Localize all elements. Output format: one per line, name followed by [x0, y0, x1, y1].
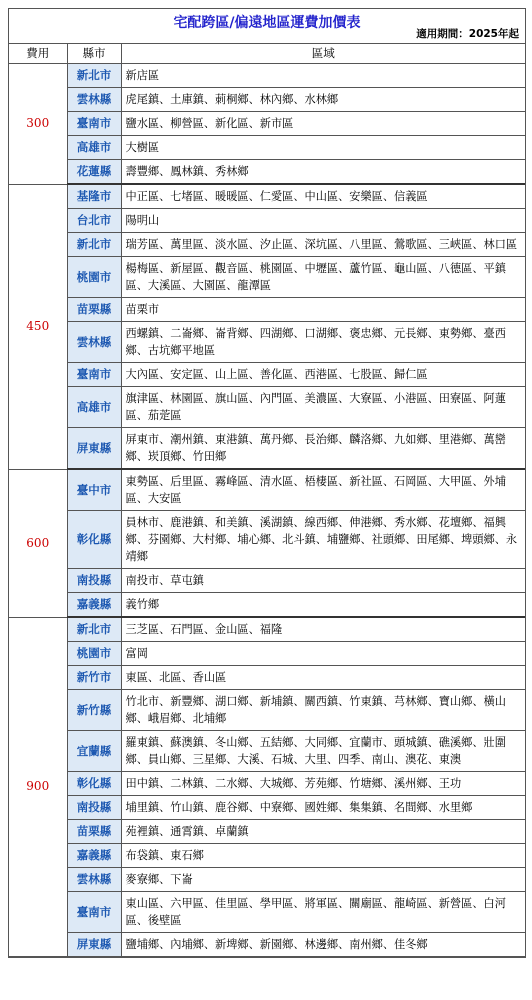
city-cell: 南投縣 [67, 796, 121, 820]
table-row [9, 511, 525, 569]
city-cell: 新竹縣 [67, 690, 121, 731]
area-cell: 苗栗市 [121, 298, 525, 322]
area-cell: 楊梅區、新屋區、觀音區、桃園區、中壢區、蘆竹區、龜山區、八德區、平鎮區、大溪區、大園區、龍潭區 [121, 257, 525, 298]
city-cell: 基隆市 [67, 184, 121, 209]
table-row [9, 569, 525, 593]
table-row [9, 868, 525, 892]
area-cell: 大樹區 [121, 136, 525, 160]
area-cell: 員林市、鹿港鎮、和美鎮、溪湖鎮、線西鄉、伸港鄉、秀水鄉、花壇鄉、福興鄉、芬園鄉、大村鄉、埔心鄉、北斗鎮、埔鹽鄉、社頭鄉、田尾鄉、埤頭鄉、永靖鄉 [121, 511, 525, 569]
table-row [9, 136, 525, 160]
area-cell: 虎尾鎮、土庫鎮、莿桐鄉、林內鄉、水林鄉 [121, 88, 525, 112]
city-cell: 雲林縣 [67, 88, 121, 112]
area-cell: 中正區、七堵區、暖暖區、仁愛區、中山區、安樂區、信義區 [121, 184, 525, 209]
city-cell: 雲林縣 [67, 868, 121, 892]
table-row [9, 257, 525, 298]
city-cell: 新北市 [67, 64, 121, 88]
table-row [9, 892, 525, 933]
area-cell: 麥寮鄉、下崙 [121, 868, 525, 892]
area-cell: 旗津區、林園區、旗山區、內門區、美濃區、大寮區、小港區、田寮區、阿蓮區、茄萣區 [121, 387, 525, 428]
city-cell: 嘉義縣 [67, 593, 121, 618]
surcharge-table [9, 44, 525, 957]
city-cell: 臺南市 [67, 363, 121, 387]
area-cell: 陽明山 [121, 209, 525, 233]
city-cell: 宜蘭縣 [67, 731, 121, 772]
area-cell: 西螺鎮、二崙鄉、崙背鄉、四湖鄉、口湖鄉、褒忠鄉、元長鄉、東勢鄉、臺西鄉、古坑鄉平地區 [121, 322, 525, 363]
city-cell: 臺南市 [67, 112, 121, 136]
area-cell: 三芝區、石門區、金山區、福隆 [121, 617, 525, 642]
city-cell: 新竹市 [67, 666, 121, 690]
city-cell: 高雄市 [67, 387, 121, 428]
area-cell: 義竹鄉 [121, 593, 525, 618]
table-row [9, 160, 525, 185]
header-city: 縣市 [67, 44, 121, 64]
area-cell: 壽豐鄉、鳳林鎮、秀林鄉 [121, 160, 525, 185]
area-cell: 苑裡鎮、通霄鎮、卓蘭鎮 [121, 820, 525, 844]
table-row [9, 731, 525, 772]
area-cell: 南投市、草屯鎮 [121, 569, 525, 593]
area-cell: 東山區、六甲區、佳里區、學甲區、將軍區、關廟區、龍崎區、新營區、白河區、後壁區 [121, 892, 525, 933]
table-row [9, 617, 525, 642]
city-cell: 屏東縣 [67, 933, 121, 957]
table-row [9, 112, 525, 136]
city-cell: 桃園市 [67, 642, 121, 666]
title-row [9, 9, 525, 44]
area-cell: 竹北市、新豐鄉、湖口鄉、新埔鎮、關西鎮、竹東鎮、芎林鄉、寶山鄉、橫山鄉、峨眉鄉、北埔鄉 [121, 690, 525, 731]
table-row [9, 469, 525, 511]
area-cell: 鹽水區、柳營區、新化區、新市區 [121, 112, 525, 136]
table-row [9, 820, 525, 844]
city-cell: 苗栗縣 [67, 298, 121, 322]
table-row [9, 642, 525, 666]
table-row [9, 184, 525, 209]
area-cell: 田中鎮、二林鎮、二水鄉、大城鄉、芳苑鄉、竹塘鄉、溪州鄉、王功 [121, 772, 525, 796]
area-cell: 屏東市、潮州鎮、東港鎮、萬丹鄉、長治鄉、麟洛鄉、九如鄉、里港鄉、萬巒鄉、崁頂鄉、竹田鄉 [121, 428, 525, 470]
city-cell: 南投縣 [67, 569, 121, 593]
table-body [9, 64, 525, 957]
city-cell: 嘉義縣 [67, 844, 121, 868]
area-cell: 布袋鎮、東石鄉 [121, 844, 525, 868]
city-cell: 花蓮縣 [67, 160, 121, 185]
city-cell: 彰化縣 [67, 772, 121, 796]
table-row [9, 209, 525, 233]
area-cell: 瑞芳區、萬里區、淡水區、汐止區、深坑區、八里區、鶯歌區、三峽區、林口區 [121, 233, 525, 257]
surcharge-sheet [8, 8, 526, 958]
area-cell: 大內區、安定區、山上區、善化區、西港區、七股區、歸仁區 [121, 363, 525, 387]
area-cell: 東勢區、后里區、霧峰區、清水區、梧棲區、新社區、石岡區、大甲區、外埔區、大安區 [121, 469, 525, 511]
city-cell: 屏東縣 [67, 428, 121, 470]
table-row [9, 322, 525, 363]
city-cell: 雲林縣 [67, 322, 121, 363]
table-row [9, 363, 525, 387]
city-cell: 臺南市 [67, 892, 121, 933]
city-cell: 台北市 [67, 209, 121, 233]
table-row [9, 844, 525, 868]
header-row [9, 44, 525, 64]
header-fee: 費用 [9, 44, 67, 64]
city-cell: 臺中市 [67, 469, 121, 511]
applicable-period: 適用期間：2025年起 [416, 28, 519, 40]
area-cell: 新店區 [121, 64, 525, 88]
fee-cell: 300 [9, 64, 67, 185]
table-row [9, 796, 525, 820]
area-cell: 富岡 [121, 642, 525, 666]
table-row [9, 233, 525, 257]
table-row [9, 64, 525, 88]
city-cell: 桃園市 [67, 257, 121, 298]
table-row [9, 772, 525, 796]
fee-cell: 900 [9, 617, 67, 957]
city-cell: 高雄市 [67, 136, 121, 160]
area-cell: 埔里鎮、竹山鎮、鹿谷鄉、中寮鄉、國姓鄉、集集鎮、名間鄉、水里鄉 [121, 796, 525, 820]
page-title: 宅配跨區/偏遠地區運費加價表 [173, 15, 361, 31]
area-cell: 鹽埔鄉、內埔鄉、新埤鄉、新園鄉、林邊鄉、南州鄉、佳冬鄉 [121, 933, 525, 957]
fee-cell: 450 [9, 184, 67, 469]
table-row [9, 428, 525, 470]
city-cell: 新北市 [67, 233, 121, 257]
city-cell: 苗栗縣 [67, 820, 121, 844]
table-row [9, 666, 525, 690]
header-area: 區域 [121, 44, 525, 64]
city-cell: 彰化縣 [67, 511, 121, 569]
table-row [9, 298, 525, 322]
table-row [9, 593, 525, 618]
table-row [9, 933, 525, 957]
city-cell: 新北市 [67, 617, 121, 642]
area-cell: 東區、北區、香山區 [121, 666, 525, 690]
table-row [9, 387, 525, 428]
table-row [9, 88, 525, 112]
table-row [9, 690, 525, 731]
area-cell: 羅東鎮、蘇澳鎮、冬山鄉、五結鄉、大同鄉、宜蘭市、頭城鎮、礁溪鄉、壯圍鄉、員山鄉、三星鄉、大溪、石城、大里、四季、南山、澳花、東澳 [121, 731, 525, 772]
fee-cell: 600 [9, 469, 67, 617]
